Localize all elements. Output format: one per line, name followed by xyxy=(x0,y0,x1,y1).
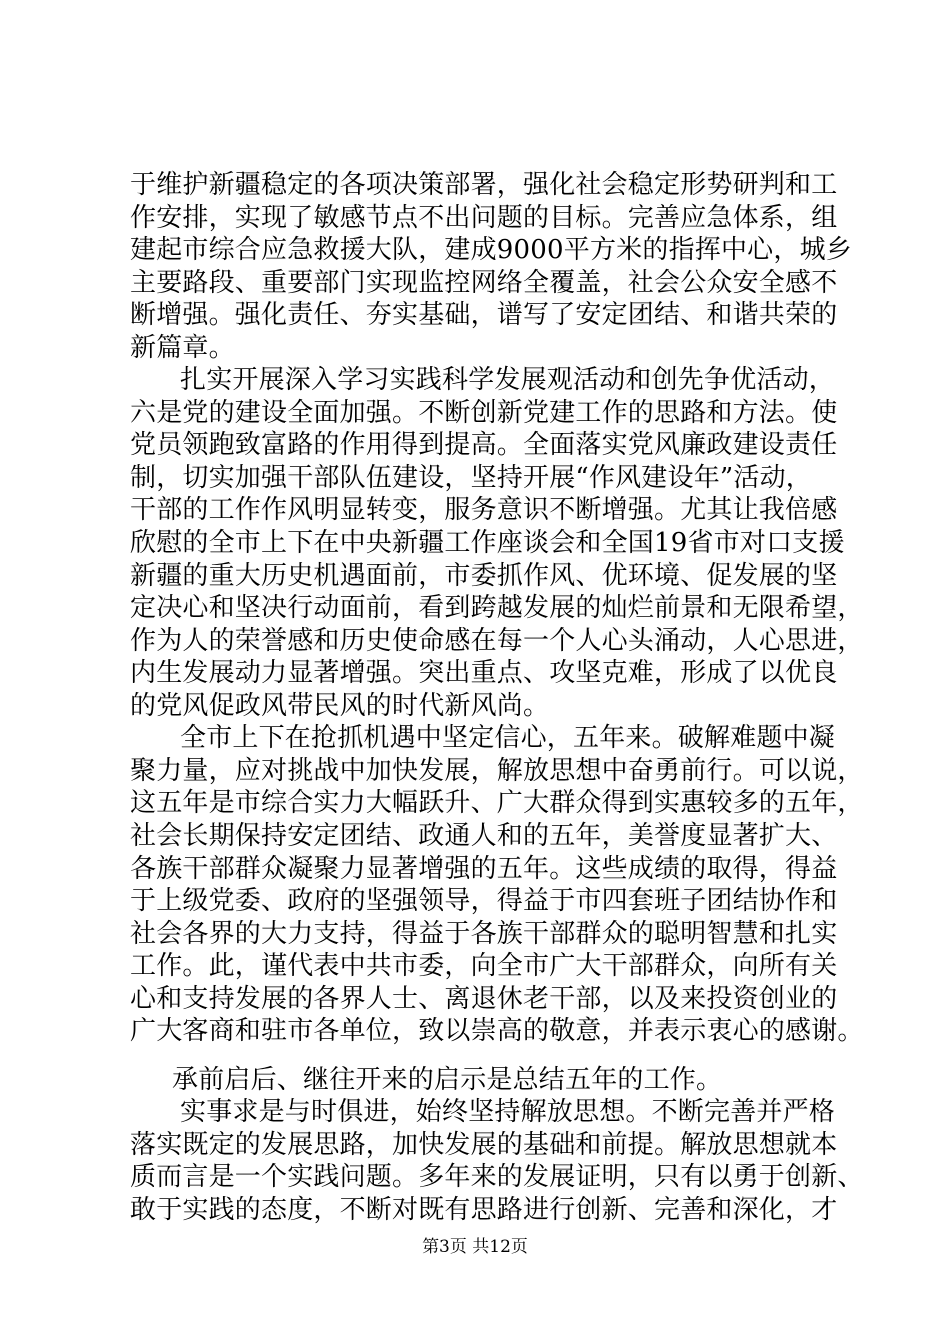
paragraph-start-line: 实事求是与时俱进，始终坚持解放思想。不断完善并严格 xyxy=(180,1097,836,1128)
text-line: 建起市综合应急救援大队，建成9000平方米的指挥中心，城乡 xyxy=(130,235,852,266)
text-line: 各族干部群众凝聚力显著增强的五年。这些成绩的取得，得益 xyxy=(130,853,838,884)
text-line: 质而言是一个实践问题。多年来的发展证明，只有以勇于创新、 xyxy=(130,1162,864,1193)
text-line: 内生发展动力显著增强。突出重点、攻坚克难，形成了以优良 xyxy=(130,658,838,689)
text-line: 作安排，实现了敏感节点不出问题的目标。完善应急体系，组 xyxy=(130,202,838,233)
text-line: 于维护新疆稳定的各项决策部署，强化社会稳定形势研判和工 xyxy=(130,170,838,200)
text-line: 落实既定的发展思路，加快发展的基础和前提。解放思想就本 xyxy=(130,1129,838,1160)
text-line: 社会各界的大力支持，得益于各族干部群众的聪明智慧和扎实 xyxy=(130,918,838,949)
text-line: 新疆的重大历史机遇面前，市委抓作风、优环境、促发展的坚 xyxy=(130,560,838,591)
paragraph-start-line: 全市上下在抢抓机遇中坚定信心，五年来。破解难题中凝 xyxy=(180,723,836,754)
text-line: 主要路段、重要部门实现监控网络全覆盖，社会公众安全感不 xyxy=(130,267,838,298)
text-line: 六是党的建设全面加强。不断创新党建工作的思路和方法。使 xyxy=(130,397,838,428)
text-line: 聚力量，应对挑战中加快发展，解放思想中奋勇前行。可以说， xyxy=(130,755,864,786)
paragraph-start-line: 承前启后、继往开来的启示是总结五年的工作。 xyxy=(172,1064,723,1095)
text-line: 作为人的荣誉感和历史使命感在每一个人心头涌动，人心思进， xyxy=(130,625,864,656)
text-line: 党员领跑致富路的作用得到提高。全面落实党风廉政建设责任 xyxy=(130,430,838,461)
text-line: 断增强。强化责任、夯实基础，谱写了安定团结、和谐共荣的 xyxy=(130,300,838,331)
text-line: 敢于实践的态度，不断对既有思路进行创新、完善和深化，才 xyxy=(130,1195,838,1225)
text-line: 社会长期保持安定团结、政通人和的五年，美誉度显著扩大、 xyxy=(130,820,838,851)
text-line: 广大客商和驻市各单位，致以崇高的敬意，并表示衷心的感谢。 xyxy=(130,1016,864,1047)
text-line: 新篇章。 xyxy=(130,332,235,363)
text-line: 干部的工作作风明显转变，服务意识不断增强。尤其让我倍感 xyxy=(130,495,838,526)
text-line: 心和支持发展的各界人士、离退休老干部，以及来投资创业的 xyxy=(130,983,838,1014)
paragraph-start-line: 扎实开展深入学习实践科学发展观活动和创先争优活动， xyxy=(180,365,836,396)
text-line: 于上级党委、政府的坚强领导，得益于市四套班子团结协作和 xyxy=(130,886,838,917)
text-line: 工作。此，谨代表中共市委，向全市广大干部群众，向所有关 xyxy=(130,951,838,982)
text-line: 这五年是市综合实力大幅跃升、广大群众得到实惠较多的五年， xyxy=(130,788,864,819)
text-line: 的党风促政风带民风的时代新风尚。 xyxy=(130,690,550,721)
text-line: 欣慰的全市上下在中央新疆工作座谈会和全国19省市对口支援 xyxy=(130,528,845,559)
page-number-footer: 第3页 共12页 xyxy=(422,1237,528,1257)
text-line: 定决心和坚决行动面前，看到跨越发展的灿烂前景和无限希望， xyxy=(130,593,864,624)
text-line: 制，切实加强干部队伍建设，坚持开展“作风建设年”活动， xyxy=(130,462,812,493)
